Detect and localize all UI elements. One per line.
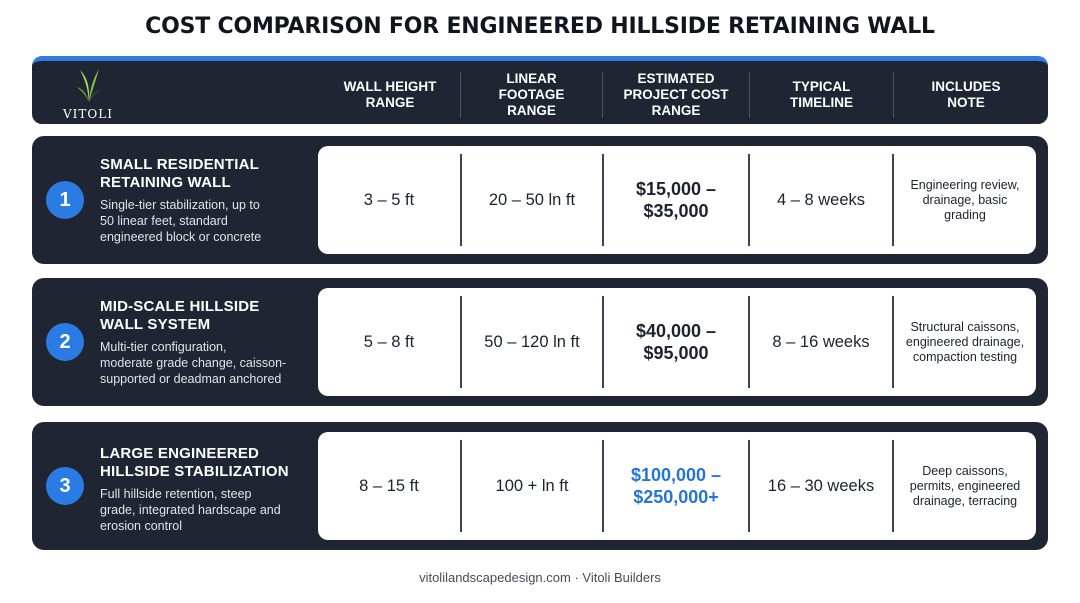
wall-height-cell: 5 – 8 ft — [363, 332, 415, 351]
leaf-logo-icon — [76, 67, 102, 103]
wall-height-cell: 3 – 5 ft — [363, 190, 415, 209]
estimated-cost-cell: $40,000 – $95,000 — [635, 321, 717, 363]
table-header — [32, 56, 1048, 124]
linear-footage-cell: 50 – 120 ln ft — [484, 332, 580, 351]
row-data-card — [318, 288, 1036, 396]
header-includes-note: INCLUDES NOTE — [931, 79, 1001, 110]
row-description: Multi-tier configuration, moderate grade change, caisson- supported or deadman anchored — [100, 340, 287, 386]
table-row — [32, 422, 1048, 550]
row-title: LARGE ENGINEERED HILLSIDE STABILIZATION — [100, 445, 289, 480]
timeline-cell: 16 – 30 weeks — [767, 476, 875, 495]
row-number-badge: 1 — [46, 181, 84, 219]
estimated-cost-cell-highlighted: $100,000 – $250,000+ — [630, 465, 722, 507]
includes-note-cell: Structural caissons, engineered drainage, compaction testing — [905, 319, 1025, 364]
row-description: Full hillside retention, steep grade, integrated hardscape and erosion control — [100, 487, 281, 533]
estimated-cost-cell: $15,000 – $35,000 — [635, 179, 717, 221]
row-data-card — [318, 146, 1036, 254]
header-typical-timeline: TYPICAL TIMELINE — [790, 79, 853, 110]
header-wall-height: WALL HEIGHT RANGE — [343, 79, 437, 110]
row-number-badge: 3 — [46, 467, 84, 505]
timeline-cell: 8 – 16 weeks — [772, 332, 870, 351]
brand-logo — [52, 65, 124, 124]
footer-credit: vitolilandscapedesign.com · Vitoli Builders — [419, 570, 661, 585]
row-number-badge: 2 — [46, 323, 84, 361]
table-row — [32, 278, 1048, 406]
row-data-card — [318, 432, 1036, 540]
row-title: SMALL RESIDENTIAL RETAINING WALL — [100, 156, 259, 191]
linear-footage-cell: 100 + ln ft — [495, 476, 569, 495]
includes-note-cell: Deep caissons, permits, engineered drainage, terracing — [909, 463, 1021, 508]
brand-name: VITOLI — [63, 107, 113, 121]
page-title: COST COMPARISON FOR ENGINEERED HILLSIDE RETAINING WALL — [145, 14, 935, 39]
timeline-cell: 4 – 8 weeks — [776, 190, 866, 209]
includes-note-cell: Engineering review, drainage, basic grading — [910, 177, 1020, 222]
row-title: MID-SCALE HILLSIDE WALL SYSTEM — [100, 298, 260, 333]
header-estimated-cost: ESTIMATED PROJECT COST RANGE — [623, 71, 729, 118]
table-row — [32, 136, 1048, 264]
linear-footage-cell: 20 – 50 ln ft — [488, 190, 576, 209]
header-linear-footage: LINEAR FOOTAGE RANGE — [498, 71, 565, 118]
wall-height-cell: 8 – 15 ft — [359, 476, 419, 495]
row-description: Single-tier stabilization, up to 50 linear feet, standard engineered block or concrete — [100, 198, 262, 244]
